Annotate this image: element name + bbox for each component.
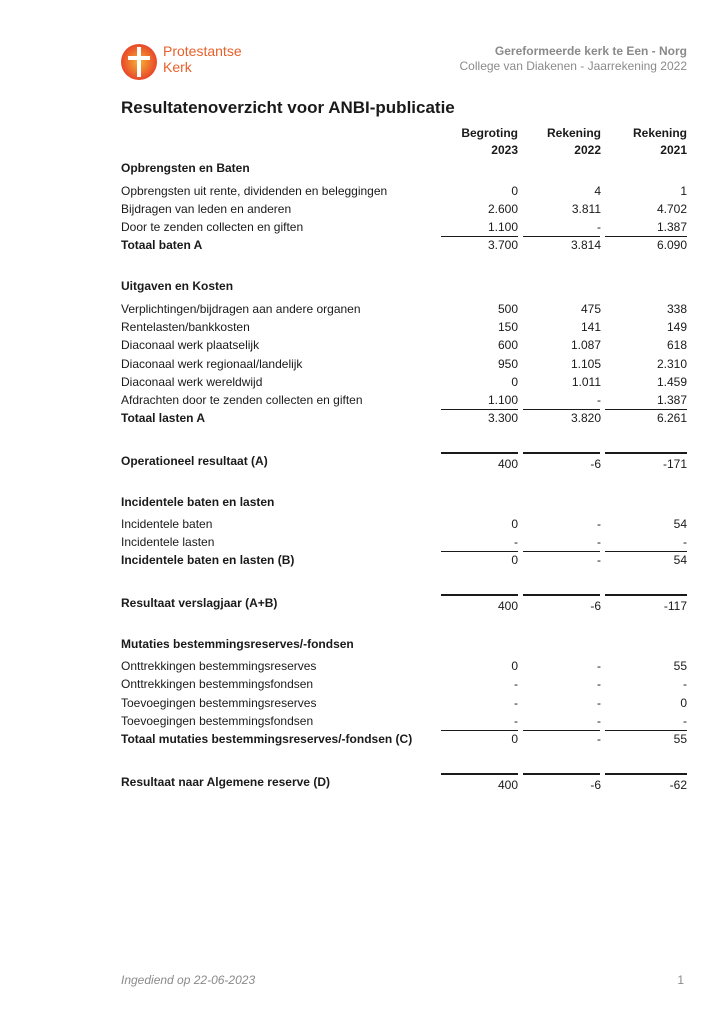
result-row (0, 452, 724, 470)
value-rekening-2021: 6.261 (656, 411, 687, 425)
value-rekening-2022: 1.011 (571, 375, 601, 389)
table-row (0, 675, 724, 693)
row-label: Totaal mutaties bestemmingsreserves/-fondsen (C) (121, 732, 413, 746)
protestantse-kerk-logo (120, 43, 260, 83)
table-row (0, 336, 724, 354)
value-begroting-2023: 3.700 (487, 238, 518, 252)
value-rekening-2022: 475 (580, 302, 601, 316)
value-begroting-2023: 0 (511, 375, 518, 389)
row-label: Opbrengsten en Baten (121, 161, 250, 175)
value-begroting-2023: 0 (511, 659, 518, 673)
row-label: Uitgaven en Kosten (121, 279, 234, 293)
row-label: Mutaties bestemmingsreserves/-fondsen (121, 637, 354, 651)
value-rekening-2021: 149 (666, 320, 687, 334)
row-label: Diaconaal werk plaatselijk (121, 338, 260, 352)
document-subtitle: College van Diakenen - Jaarrekening 2022 (459, 59, 687, 73)
row-label: Toevoegingen bestemmingsfondsen (121, 714, 314, 728)
value-rekening-2022: -6 (590, 599, 601, 613)
total-row (0, 730, 724, 748)
value-rekening-2021: 55 (673, 732, 687, 746)
row-label: Incidentele baten en lasten (B) (121, 553, 295, 567)
value-rekening-2022: - (597, 220, 601, 234)
value-rekening-2022: 1.105 (570, 357, 601, 371)
value-rekening-2021: 1 (680, 184, 687, 198)
row-label: Bijdragen van leden en anderen (121, 202, 292, 216)
value-rekening-2021: 338 (666, 302, 687, 316)
value-rekening-2022: 3.820 (570, 411, 601, 425)
value-rekening-2021: 4.702 (656, 202, 687, 216)
value-rekening-2022: - (597, 553, 601, 567)
table-row (0, 515, 724, 533)
value-rekening-2022: 3.814 (570, 238, 601, 252)
value-begroting-2023: 400 (497, 778, 518, 792)
value-rekening-2021: -171 (662, 457, 687, 471)
document-header (460, 44, 687, 74)
table-row (0, 373, 724, 391)
table-row (0, 182, 724, 200)
value-rekening-2022: 1.087 (570, 338, 601, 352)
value-begroting-2023: 1.100 (487, 393, 518, 407)
value-rekening-2022: - (597, 732, 601, 746)
table-row (0, 318, 724, 336)
value-begroting-2023: - (514, 714, 518, 728)
value-begroting-2023: 600 (497, 338, 518, 352)
value-rekening-2021: 1.459 (656, 375, 687, 389)
column-header-begroting-2023: Begroting 2023 (461, 126, 518, 157)
total-row (0, 551, 724, 569)
table-row (0, 657, 724, 675)
value-rekening-2021: 54 (673, 517, 687, 531)
logo-line-1: Protestantse (163, 43, 242, 59)
value-rekening-2022: -6 (590, 778, 601, 792)
value-rekening-2022: - (597, 696, 601, 710)
row-label: Totaal lasten A (121, 411, 206, 425)
value-begroting-2023: 500 (497, 302, 518, 316)
value-rekening-2022: - (597, 535, 601, 549)
column-header-rekening-2021: Rekening 2021 (632, 126, 687, 157)
value-rekening-2021: 1.387 (656, 393, 687, 407)
logo-line-2: Kerk (163, 59, 192, 75)
value-rekening-2022: -6 (590, 457, 601, 471)
page-title: Resultatenoverzicht voor ANBI-publicatie (121, 98, 455, 117)
value-begroting-2023: 0 (511, 732, 518, 746)
table-row (0, 712, 724, 730)
result-row (0, 594, 724, 612)
value-begroting-2023: 400 (497, 599, 518, 613)
row-label: Diaconaal werk regionaal/landelijk (121, 357, 303, 371)
value-rekening-2022: - (597, 393, 601, 407)
value-rekening-2021: -62 (669, 778, 687, 792)
row-label: Incidentele baten en lasten (121, 495, 275, 509)
table-row (0, 218, 724, 236)
row-label: Door te zenden collecten en giften (121, 220, 304, 234)
row-label: Resultaat verslagjaar (A+B) (121, 596, 278, 610)
row-label: Operationeel resultaat (A) (121, 454, 268, 468)
row-label: Resultaat naar Algemene reserve (D) (121, 775, 330, 789)
value-begroting-2023: 2.600 (487, 202, 518, 216)
value-begroting-2023: 950 (497, 357, 518, 371)
value-begroting-2023: 150 (497, 320, 518, 334)
value-rekening-2021: 54 (673, 553, 687, 567)
value-rekening-2021: 55 (673, 659, 687, 673)
row-label: Toevoegingen bestemmingsreserves (121, 696, 317, 710)
row-label: Opbrengsten uit rente, dividenden en beleggingen (121, 184, 388, 198)
value-rekening-2021: -117 (663, 599, 687, 613)
value-rekening-2021: - (683, 535, 687, 549)
organization-name: Gereformeerde kerk te Een - Norg (494, 44, 687, 58)
table-row (0, 200, 724, 218)
submission-date: Ingediend op 22-06-2023 (121, 973, 256, 987)
value-rekening-2021: - (683, 677, 687, 691)
value-begroting-2023: - (514, 696, 518, 710)
section-header (0, 159, 724, 177)
result-row (0, 773, 724, 791)
value-rekening-2022: - (597, 517, 601, 531)
value-begroting-2023: - (514, 535, 518, 549)
row-label: Afdrachten door te zenden collecten en giften (121, 393, 363, 407)
section-header (0, 277, 724, 295)
table-row (0, 533, 724, 551)
value-begroting-2023: 0 (511, 517, 518, 531)
row-label: Onttrekkingen bestemmingsfondsen (121, 677, 314, 691)
value-rekening-2021: 1.387 (656, 220, 687, 234)
value-rekening-2021: - (683, 714, 687, 728)
table-row (0, 355, 724, 373)
value-rekening-2022: - (597, 714, 601, 728)
value-begroting-2023: - (514, 677, 518, 691)
value-rekening-2022: - (597, 677, 601, 691)
value-begroting-2023: 0 (511, 553, 518, 567)
value-rekening-2021: 0 (680, 696, 687, 710)
row-label: Verplichtingen/bijdragen aan andere organen (121, 302, 361, 316)
total-row (0, 409, 724, 427)
table-row (0, 300, 724, 318)
section-header (0, 635, 724, 653)
value-begroting-2023: 0 (511, 184, 518, 198)
row-label: Incidentele baten (121, 517, 213, 531)
table-row (0, 391, 724, 409)
row-label: Totaal baten A (121, 238, 203, 252)
value-rekening-2022: 141 (580, 320, 601, 334)
total-row (0, 236, 724, 254)
value-rekening-2022: 3.811 (571, 202, 601, 216)
row-label: Diaconaal werk wereldwijd (121, 375, 263, 389)
value-begroting-2023: 400 (497, 457, 518, 471)
table-row (0, 694, 724, 712)
column-header-rekening-2022: Rekening 2022 (546, 126, 601, 157)
row-label: Incidentele lasten (121, 535, 215, 549)
value-rekening-2021: 6.090 (656, 238, 687, 252)
page-number: 1 (677, 973, 684, 987)
value-begroting-2023: 1.100 (487, 220, 518, 234)
section-header (0, 493, 724, 511)
row-label: Onttrekkingen bestemmingsreserves (121, 659, 317, 673)
value-rekening-2022: 4 (594, 184, 601, 198)
value-rekening-2022: - (597, 659, 601, 673)
row-label: Rentelasten/bankkosten (121, 320, 250, 334)
cross-sun-icon (120, 43, 158, 81)
value-begroting-2023: 3.300 (487, 411, 518, 425)
value-rekening-2021: 618 (666, 338, 687, 352)
value-rekening-2021: 2.310 (656, 357, 687, 371)
